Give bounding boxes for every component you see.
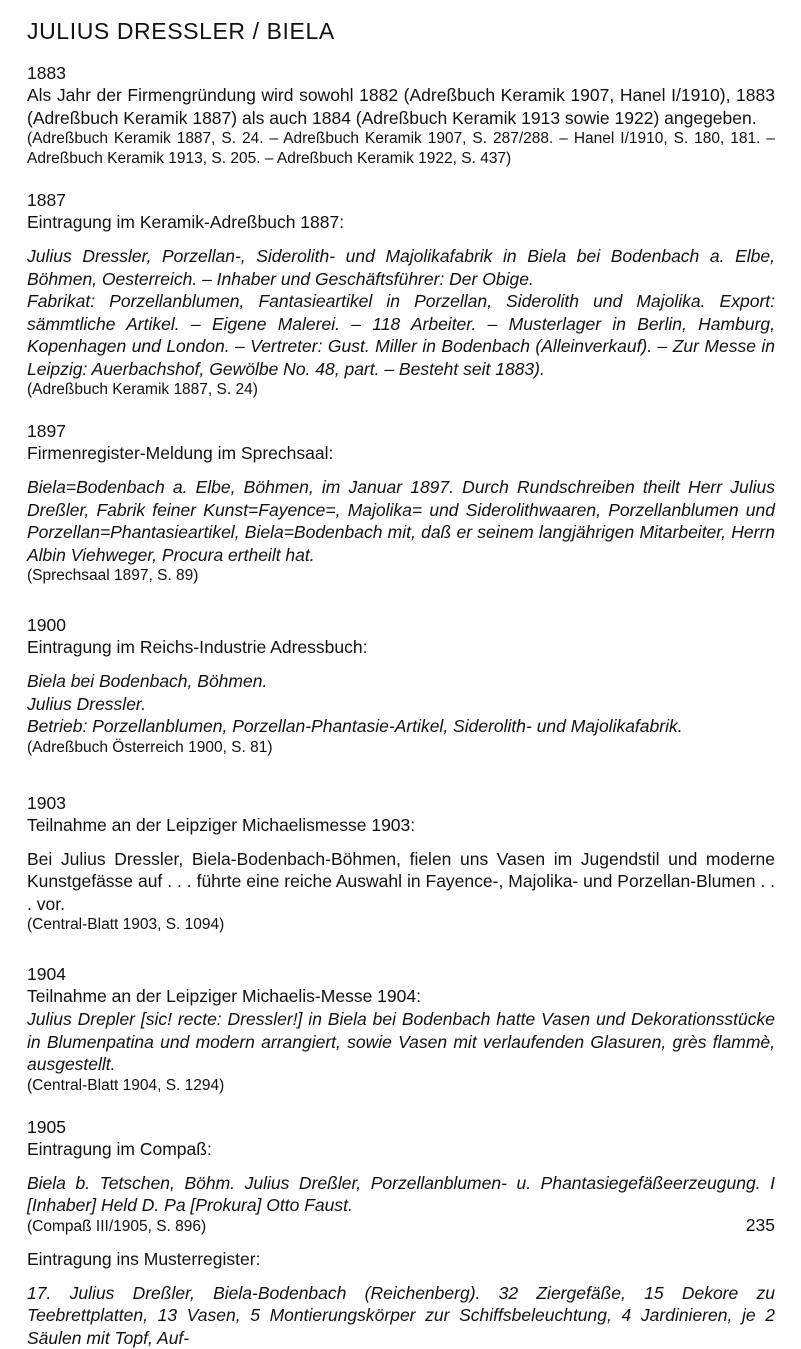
section-citation-1887: (Adreßbuch Keramik 1887, S. 24) bbox=[27, 380, 775, 400]
section-quote-1887-a: Julius Dressler, Porzellan-, Siderolith- und Majolikafabrik in Biela bei Bodenbach a. Elbe, Böhmen, Oesterreich. – Inhaber und Geschäftsführer: Der Obige. bbox=[27, 245, 775, 290]
section-quote-1887-b: Fabrikat: Porzellanblumen, Fantasieartikel in Porzellan, Siderolith und Majolika. Export: sämmtliche Artikel. – Eigene Malerei. – 118 Arbeiter. – Musterlager in Berlin, Hamburg, Kopenhagen und London. – Vertreter: Gust. Miller in Bodenbach (Alleinverkauf). – Zur Messe in Leipzig: Auerbachshof, Gewölbe No. 48, part. – Besteht seit 1883). bbox=[27, 290, 775, 380]
section-subhead-1903: Teilnahme an der Leipziger Michaelismesse 1903: bbox=[27, 814, 775, 837]
section-quote-1897: Biela=Bodenbach a. Elbe, Böhmen, im Januar 1897. Durch Rundschreiben theilt Herr Julius Dreßler, Fabrik feiner Kunst=Fayence=, Majolika= und Siderolithwaaren, Porzellanblumen und Porzellan=Phantasieartikel, Biela=Bodenbach mit, daß er seinem langjährigen Mitarbeiter, Herrn Albin Viehweger, Procura ertheilt hat. bbox=[27, 476, 775, 566]
spacer bbox=[27, 465, 775, 476]
spacer bbox=[27, 935, 775, 963]
section-subhead-1904: Teilnahme an der Leipziger Michaelis-Messe 1904: bbox=[27, 985, 775, 1008]
section-quote-1900-line-1: Biela bei Bodenbach, Böhmen. bbox=[27, 670, 775, 693]
section-subhead-1887: Eintragung im Keramik-Adreßbuch 1887: bbox=[27, 211, 775, 234]
section-subhead-musterregister: Eintragung ins Musterregister: bbox=[27, 1248, 775, 1271]
section-1903 bbox=[27, 792, 775, 936]
section-1904 bbox=[27, 963, 775, 1096]
spacer bbox=[27, 1271, 775, 1282]
spacer bbox=[27, 659, 775, 670]
section-year-1883: 1883 bbox=[27, 62, 775, 84]
section-citation-1897: (Sprechsaal 1897, S. 89) bbox=[27, 566, 775, 586]
section-1900 bbox=[27, 614, 775, 758]
section-citation-1900: (Adreßbuch Österreich 1900, S. 81) bbox=[27, 738, 775, 758]
spacer bbox=[27, 758, 775, 792]
section-quote-1900-line-2: Julius Dressler. bbox=[27, 693, 775, 716]
section-citation-1903: (Central-Blatt 1903, S. 1094) bbox=[27, 915, 775, 935]
section-year-1904: 1904 bbox=[27, 963, 775, 985]
section-1887 bbox=[27, 189, 775, 400]
page-number: 235 bbox=[746, 1215, 775, 1235]
section-subhead-1905: Eintragung im Compaß: bbox=[27, 1138, 775, 1161]
section-quote-1905: Biela b. Tetschen, Böhm. Julius Dreßler, Porzellanblumen- u. Phantasiegefäßeerzeugung. I [Inhaber] Held D. Pa [Prokura] Otto Faust. bbox=[27, 1172, 775, 1217]
spacer bbox=[27, 1096, 775, 1116]
section-1905 bbox=[27, 1116, 775, 1349]
section-citation-1883: (Adreßbuch Keramik 1887, S. 24. – Adreßbuch Keramik 1907, S. 287/288. – Hanel I/1910, S. 180, 181. – Adreßbuch Keramik 1913, S. 205. – Adreßbuch Keramik 1922, S. 437) bbox=[27, 129, 775, 169]
section-year-1903: 1903 bbox=[27, 792, 775, 814]
section-subhead-1900: Eintragung im Reichs-Industrie Adressbuch: bbox=[27, 636, 775, 659]
spacer bbox=[27, 234, 775, 245]
section-year-1887: 1887 bbox=[27, 189, 775, 211]
spacer bbox=[27, 1237, 775, 1248]
section-citation-1905: (Compaß III/1905, S. 896) bbox=[27, 1217, 775, 1237]
section-year-1897: 1897 bbox=[27, 420, 775, 442]
spacer bbox=[27, 169, 775, 189]
section-subhead-1897: Firmenregister-Meldung im Sprechsaal: bbox=[27, 442, 775, 465]
section-body-1883: Als Jahr der Firmengründung wird sowohl 1882 (Adreßbuch Keramik 1907, Hanel I/1910), 1883 (Adreßbuch Keramik 1887) als auch 1884 (Adreßbuch Keramik 1913 sowie 1922) angegeben. bbox=[27, 84, 775, 129]
section-quote-musterregister: 17. Julius Dreßler, Biela-Bodenbach (Reichenberg). 32 Ziergefäße, 15 Dekore zu Teebrettplatten, 13 Vasen, 5 Montierungskörper zur Schiffsbeleuchtung, 4 Jardinieren, je 2 Säulen mit Topf, Auf- bbox=[27, 1282, 775, 1349]
spacer bbox=[27, 400, 775, 420]
section-year-1900: 1900 bbox=[27, 614, 775, 636]
section-citation-1904: (Central-Blatt 1904, S. 1294) bbox=[27, 1076, 775, 1096]
spacer bbox=[27, 1161, 775, 1172]
page-title: JULIUS DRESSLER / BIELA bbox=[27, 16, 775, 46]
spacer bbox=[27, 586, 775, 614]
section-1883 bbox=[27, 62, 775, 169]
section-quote-1904: Julius Drepler [sic! recte: Dressler!] in Biela bei Bodenbach hatte Vasen und Dekorationsstücke in Blumenpatina und modern arrangiert, sowie Vasen mit verlaufenden Glasuren, grès flammè, ausgestellt. bbox=[27, 1008, 775, 1076]
section-1897 bbox=[27, 420, 775, 586]
section-quote-1903: Bei Julius Dressler, Biela-Bodenbach-Böhmen, fielen uns Vasen im Jugendstil und moderne Kunstgefässe auf . . . führte eine reiche Auswahl in Fayence-, Majolika- und Porzellan-Blumen . . . vor. bbox=[27, 848, 775, 916]
section-quote-1900-line-3: Betrieb: Porzellanblumen, Porzellan-Phantasie-Artikel, Siderolith- und Majolikafabrik. bbox=[27, 715, 775, 738]
page-content bbox=[27, 16, 775, 1349]
section-year-1905: 1905 bbox=[27, 1116, 775, 1138]
spacer bbox=[27, 837, 775, 848]
